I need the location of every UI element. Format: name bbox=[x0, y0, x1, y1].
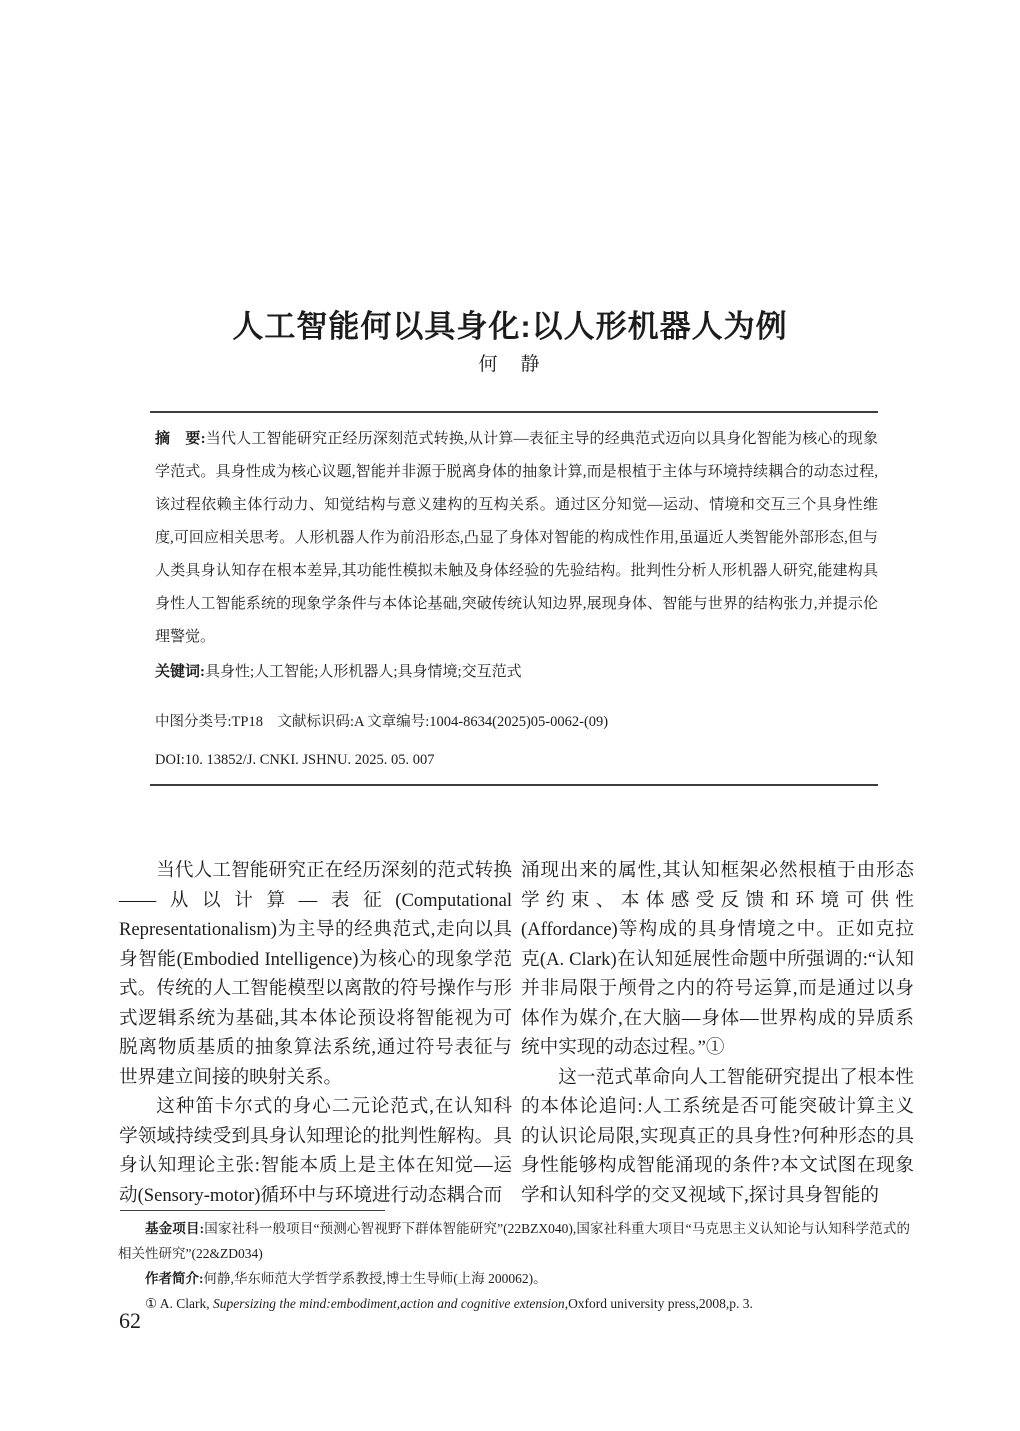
reference-marker: ① bbox=[145, 1296, 158, 1311]
author-bio-label: 作者简介: bbox=[145, 1271, 204, 1286]
footnote-divider bbox=[120, 1210, 385, 1211]
body-paragraph: 涌现出来的属性,其认知框架必然根植于由形态学约束、本体感受反馈和环境可供性(Affordance)等构成的具身情境之中。正如克拉克(A. Clark)在认知延展性命题中所强调的:“认知并非局限于颅骨之内的符号运算,而是通过以身体作为媒介,在大脑—身体—世界构成的异质系统中实现的动态过程。”① bbox=[521, 860, 914, 1058]
body-column-left bbox=[119, 856, 512, 1210]
article-author: 何 静 bbox=[478, 354, 542, 375]
body-paragraph: 这种笛卡尔式的身心二元论范式,在认知科学领域持续受到具身认知理论的批判性解构。具身认知理论主张:智能本质上是主体在知觉—运动(Sensory-motor)循环中与环境进行动态耦合而 bbox=[119, 1096, 512, 1206]
keywords-label: 关键词: bbox=[155, 664, 205, 680]
keywords-text: 具身性;人工智能;人形机器人;具身情境;交互范式 bbox=[205, 664, 522, 680]
footnotes-block bbox=[118, 1216, 910, 1316]
doi-line: DOI:10. 13852/J. CNKI. JSHNU. 2025. 05. 007 bbox=[155, 752, 435, 768]
body-paragraph: 这一范式革命向人工智能研究提出了根本性的本体论追问:人工系统是否可能突破计算主义的认识论局限,实现真正的具身性?何种形态的具身性能够构成智能涌现的条件?本文试图在现象学和认知科学的交叉视域下,探讨具身智能的 bbox=[521, 1066, 914, 1206]
body-column-right bbox=[521, 856, 914, 1210]
keywords-block bbox=[155, 656, 878, 689]
footnote-author-bio bbox=[118, 1266, 910, 1291]
abstract-block bbox=[155, 423, 878, 654]
abstract-text: 当代人工智能研究正经历深刻范式转换,从计算—表征主导的经典范式迈向以具身化智能为核心的现象学范式。具身性成为核心议题,智能并非源于脱离身体的抽象计算,而是根植于主体与环境持续耦合的动态过程,该过程依赖主体行动力、知觉结构与意义建构的互构关系。通过区分知觉—运动、情境和交互三个具身性维度,可回应相关思考。人形机器人作为前沿形态,凸显了身体对智能的构成性作用,虽逼近人类智能外部形态,但与人类具身认知存在根本差异,其功能性模拟未触及身体经验的先验结构。批判性分析人形机器人研究,能建构具身性人工智能系统的现象学条件与本体论基础,突破传统认知边界,展现身体、智能与世界的结构张力,并提示伦理警觉。 bbox=[155, 431, 878, 645]
body-paragraph: 当代人工智能研究正在经历深刻的范式转换——从以计算—表征(Computational Representationalism)为主导的经典范式,走向以具身智能(Embodied Intelligence)为核心的现象学范式。传统的人工智能模型以离散的符号操作与形式逻辑系统为基础,其本体论预设将智能视为可脱离物质基质的抽象算法系统,通过符号表征与世界建立间接的映射关系。 bbox=[119, 860, 512, 1088]
footnote-fund bbox=[118, 1216, 910, 1266]
fund-text: 国家社科一般项目“预测心智视野下群体智能研究”(22BZX040),国家社科重大项目“马克思主义认知论与认知科学范式的相关性研究”(22&ZD034) bbox=[118, 1221, 910, 1261]
fund-label: 基金项目: bbox=[145, 1221, 205, 1236]
reference-pre: A. Clark, bbox=[159, 1296, 210, 1311]
page-number: 62 bbox=[119, 1308, 141, 1333]
reference-post: ,Oxford university press,2008,p. 3. bbox=[564, 1296, 753, 1311]
footnote-reference-1 bbox=[118, 1291, 910, 1316]
author-bio-text: 何静,华东师范大学哲学系教授,博士生导师(上海 200062)。 bbox=[203, 1271, 547, 1286]
clc-classification-line: 中图分类号:TP18 文献标识码:A 文章编号:1004-8634(2025)05-0062-(09) bbox=[155, 714, 609, 730]
abstract-label: 摘 要: bbox=[155, 431, 206, 447]
meta-bottom-divider bbox=[150, 784, 878, 786]
reference-title-italic: Supersizing the mind:embodiment,action and cognitive extension bbox=[213, 1296, 565, 1311]
abstract-top-divider bbox=[150, 411, 878, 413]
article-title: 人工智能何以具身化:以人形机器人为例 bbox=[232, 308, 788, 344]
